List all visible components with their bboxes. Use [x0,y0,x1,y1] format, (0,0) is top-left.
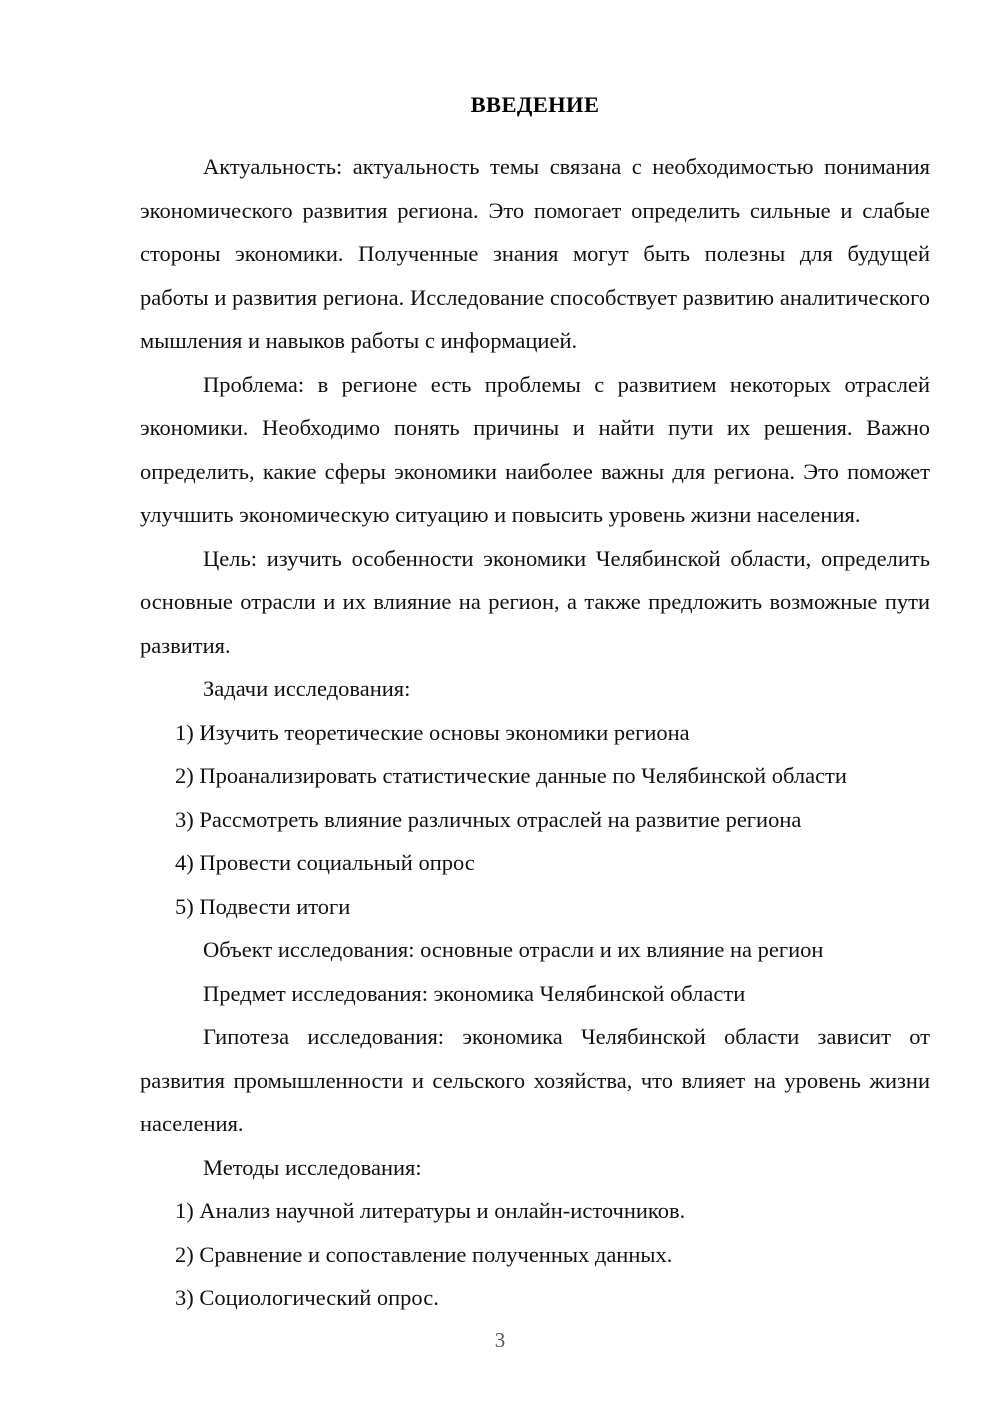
paragraph-hypothesis: Гипотеза исследования: экономика Челябинской области зависит от развития промышленности и сельского хозяйства, что влияет на уровень жизни населения. [140,1024,930,1136]
page-content [140,88,930,1320]
paragraph-relevance: Актуальность: актуальность темы связана с необходимостью понимания экономического развития региона. Это помогает определить сильные и слабые стороны экономики. Полученные знания могут быть полезны для будущей работы и развития региона. Исследование способствует развитию аналитического мышления и навыков работы с информацией. [140,154,930,353]
subject-of-research-line: Предмет исследования: экономика Челябинской области [203,980,746,1006]
list-item: 5) Подвести итоги [175,893,351,919]
list-item: 3) Социологический опрос. [175,1285,439,1310]
methods-heading: Методы исследования: [203,1154,422,1180]
list-item: 2) Сравнение и сопоставление полученных данных. [175,1241,673,1267]
paragraph-goal: Цель: изучить особенности экономики Челябинской области, определить основные отрасли и их влияние на регион, а также предложить возможные пути развития. [140,545,930,658]
object-of-research-line: Объект исследования: основные отрасли и их влияние на регион [203,937,824,962]
paragraph-problem: Проблема: в регионе есть проблемы с развитием некоторых отраслей экономики. Необходимо понять причины и найти пути их решения. Важно определить, какие сферы экономики наиболее важны для региона. Это поможет улучшить экономическую ситуацию и повысить уровень жизни населения. [140,371,930,527]
page-number: 3 [494,1328,506,1352]
list-item: 1) Анализ научной литературы и онлайн-источников. [175,1198,686,1223]
page-title: ВВЕДЕНИЕ [470,92,600,117]
list-item: 1) Изучить теоретические основы экономики региона [175,719,690,745]
list-item: 4) Провести социальный опрос [175,850,475,875]
title-spacer [140,121,930,145]
list-item: 2) Проанализировать статистические данные по Челябинской области [175,763,847,788]
tasks-heading: Задачи исследования: [203,676,411,701]
list-item: 3) Рассмотреть влияние различных отраслей на развитие региона [175,806,802,832]
